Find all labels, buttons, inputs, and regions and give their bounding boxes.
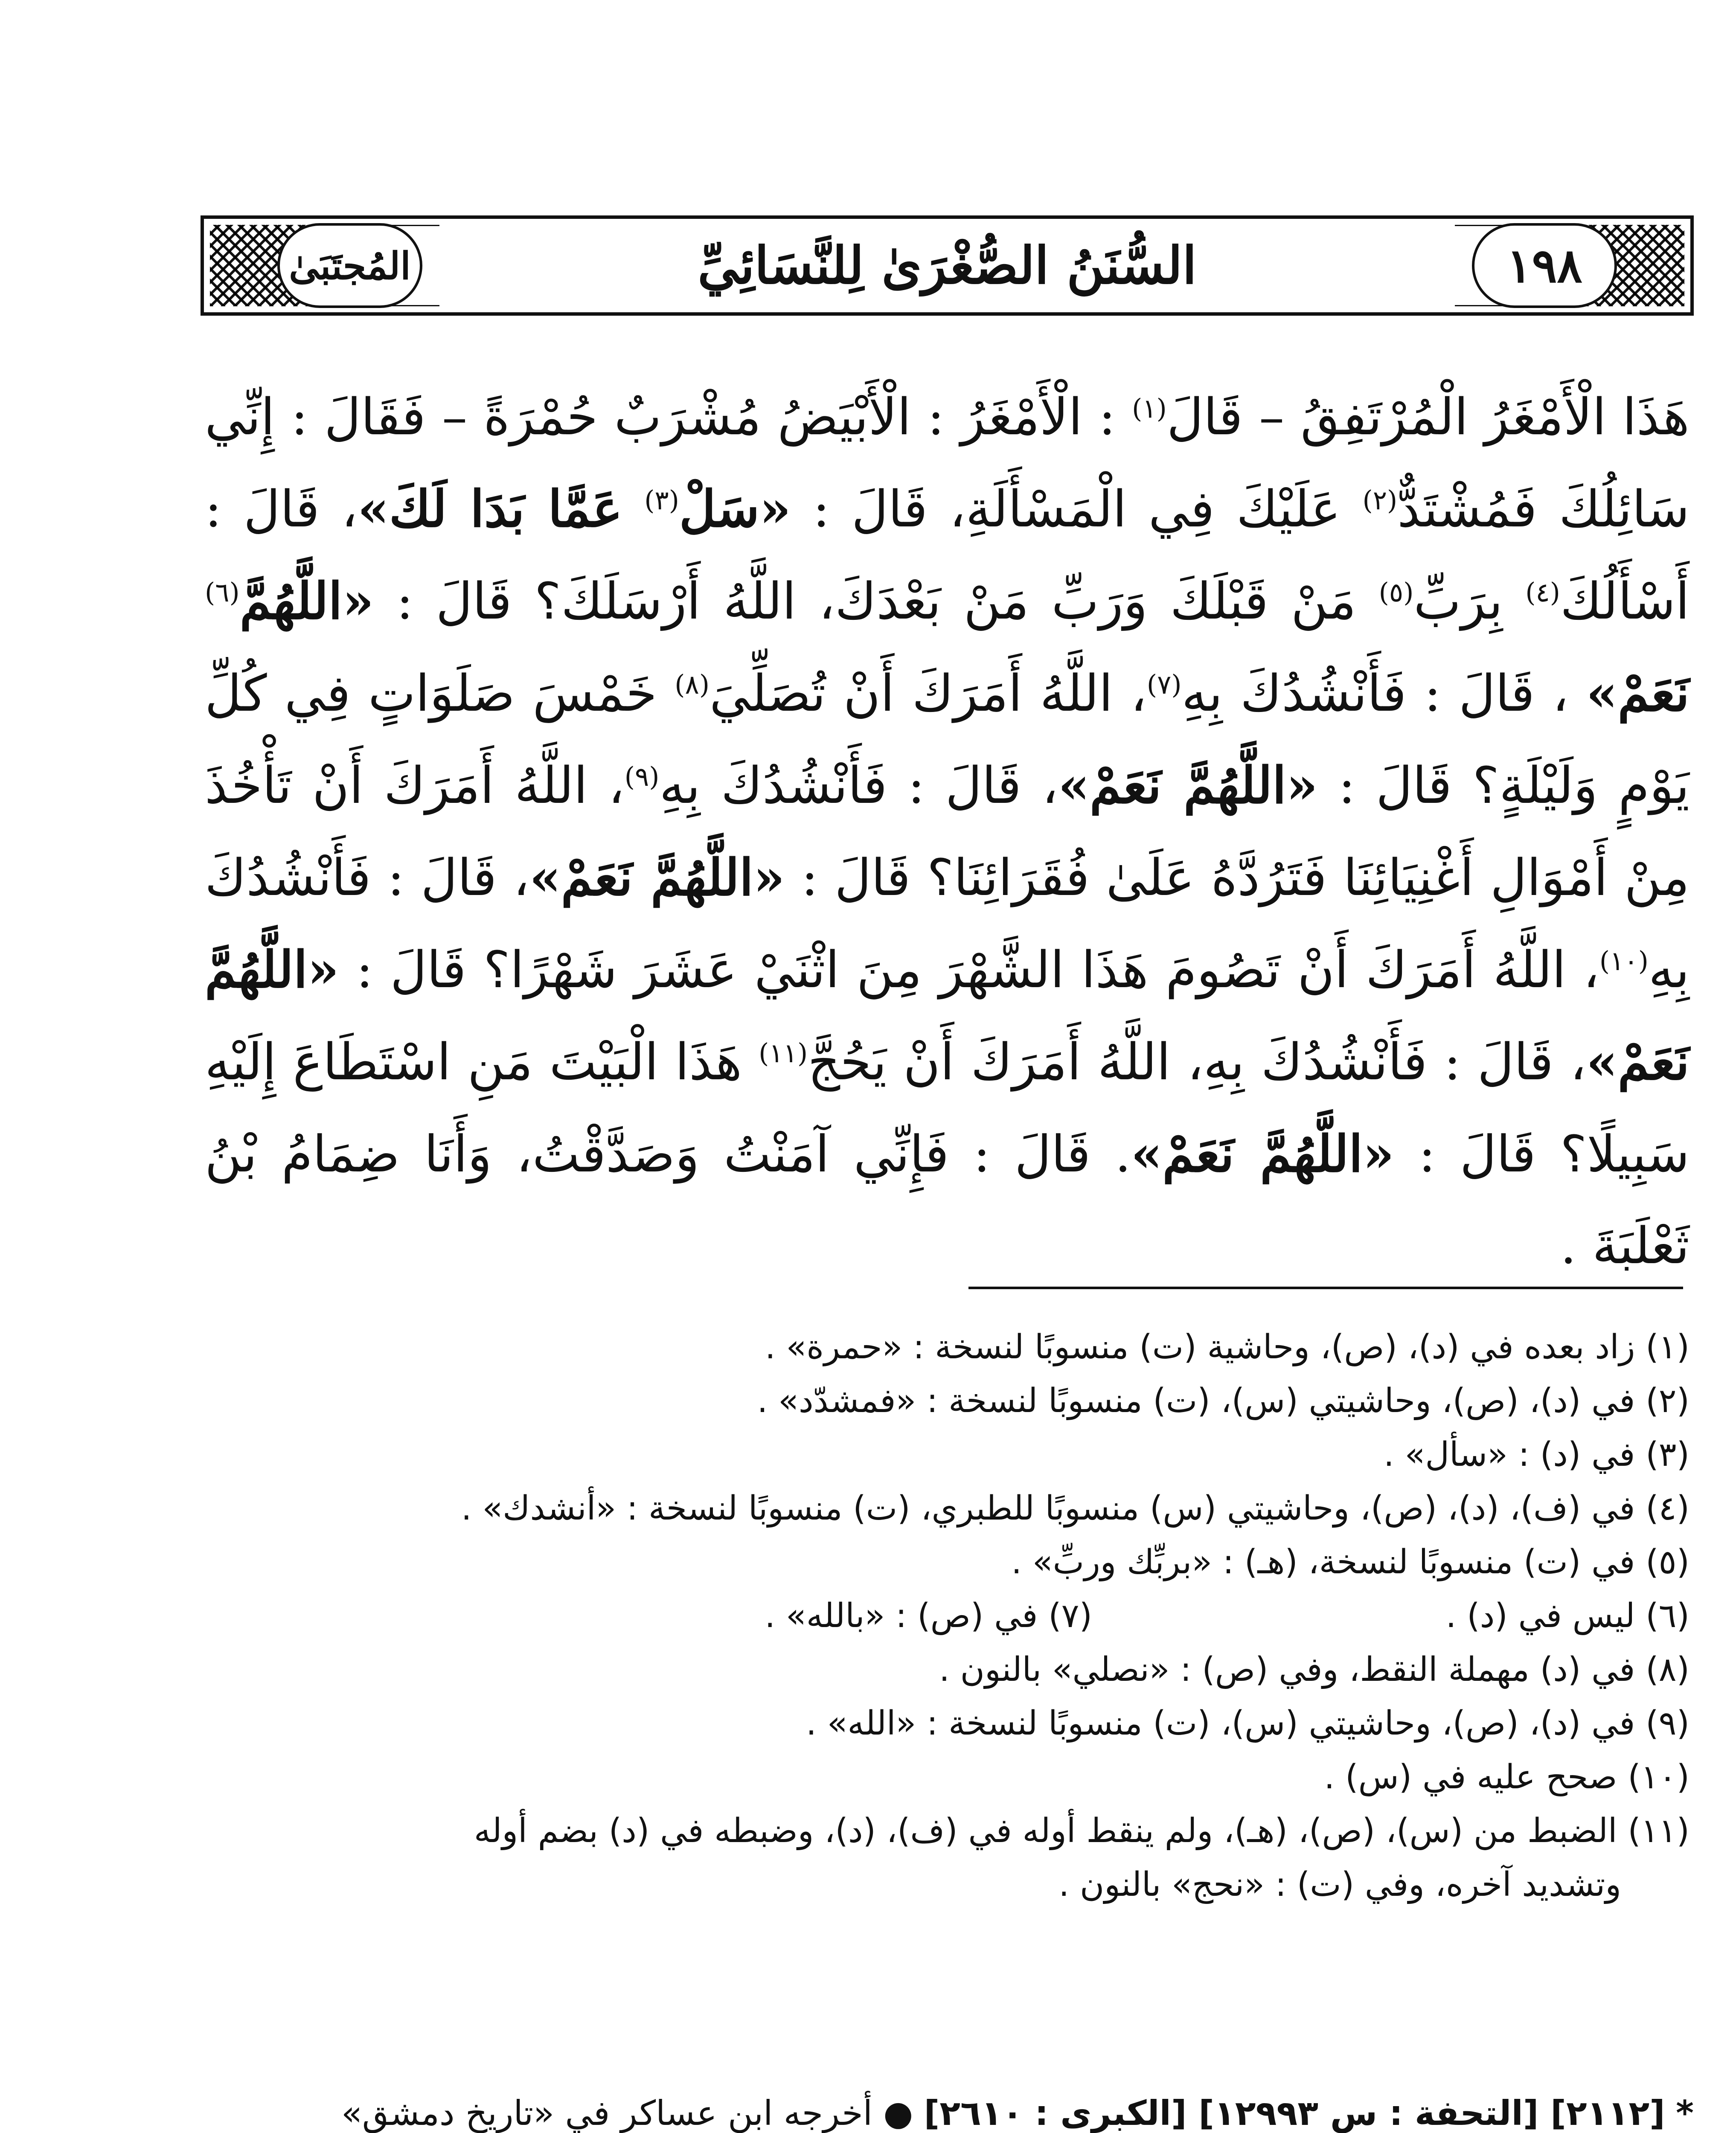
quote-text: «اللَّهُمَّ نَعَمْ»: [205, 940, 1690, 1091]
footnote-ref[interactable]: (٧): [1146, 669, 1182, 700]
footnote-4: (٤) في (ف)، (د)، (ص)، وحاشيتي (س) منسوبًا للطبري، (ت) منسوبًا لنسخة : «أنشدك» .: [461, 1489, 1689, 1528]
footnote-separator: [968, 1287, 1683, 1289]
text-segment: ، اللَّهُ أَمَرَكَ أَنْ تَأْخُذَ مِنْ أَمْوَالِ أَغْنِيَائِنَا فَتَرُدَّهُ عَلَىٰ فُقَرَائِنَا؟ قَالَ :: [205, 756, 1689, 907]
footnote-11: (١١) الضبط من (س)، (ص)، (هـ)، ولم ينقط أوله في (ف)، (د)، وضبطه في (د) بضم أوله: [474, 1812, 1689, 1850]
bullet-icon: ●: [883, 2093, 913, 2133]
text-segment: : الْأَمْغَرُ : الْأَبْيَضُ مُشْرَبٌ حُمْرَةً – فَقَالَ : إِنِّي سَائِلُكَ فَمُشْتَدٌّ: [205, 387, 1690, 538]
page-title: السُّنَنُ الصُّغْرَىٰ لِلنَّسَائِيِّ: [439, 223, 1455, 308]
footnote-7: (٧) في (ص) : «بالله» .: [765, 1597, 1092, 1635]
page-number: ١٩٨: [1472, 223, 1617, 308]
text-segment: خَمْسَ صَلَوَاتٍ فِي كُلِّ يَوْمٍ وَلَيْلَةٍ؟ قَالَ :: [205, 664, 1689, 815]
footnote-11-continued: وتشديد آخره، وفي (ت) : «نحج» بالنون .: [1058, 1866, 1621, 1904]
text-segment: ، قَالَ : فَأَنْشُدُكَ بِهِ، اللَّهُ أَمَرَكَ أَنْ يَحُجَّ: [808, 1032, 1586, 1091]
text-segment: ، اللَّهُ أَمَرَكَ أَنْ تُصَلِّيَ: [710, 664, 1147, 723]
text-segment: ، اللَّهُ أَمَرَكَ أَنْ تَصُومَ هَذَا الشَّهْرَ مِنَ اثْنَيْ عَشَرَ شَهْرًا؟ قَالَ :: [356, 940, 1599, 999]
footnote-ref[interactable]: (١١): [759, 1037, 808, 1069]
text-segment: ، قَالَ : أَسْأَلُكَ: [205, 479, 1689, 631]
text-segment: . قَالَ : فَإِنِّي آمَنْتُ وَصَدَّقْتُ، وَأَنَا ضِمَامُ بْنُ ثَعْلَبَةَ .: [205, 1125, 1689, 1275]
footnote-ref[interactable]: (٩): [624, 761, 660, 792]
footnote-ref[interactable]: (٥): [1378, 577, 1414, 608]
text-segment: ، قَالَ : فَأَنْشُدُكَ بِهِ: [1181, 664, 1569, 723]
footnote-5: (٥) في (ت) منسوبًا لنسخة، (هـ) : «بربِّك وربِّ» .: [1011, 1543, 1689, 1581]
footnote-6: (٦) ليس في (د) .: [1445, 1597, 1689, 1635]
text-segment: عَلَيْكَ فِي الْمَسْأَلَةِ، قَالَ :: [813, 479, 1341, 538]
quote-text: «سَلْ: [679, 479, 791, 538]
takhrij-section: [205, 2086, 1694, 2133]
footnote-ref[interactable]: (٣): [644, 485, 679, 516]
text-segment: ، قَالَ : فَأَنْشُدُكَ بِهِ: [659, 756, 1058, 815]
footnote-1: (١) زاد بعده في (د)، (ص)، وحاشية (ت) منسوبًا لنسخة : «حمرة» .: [765, 1328, 1689, 1366]
quote-text: نَعَمْ»: [1586, 663, 1689, 723]
main-text: [205, 371, 1689, 1292]
footnote-pair: [239, 1589, 1689, 1643]
quote-text: عَمَّا بَدَا لَكَ»: [358, 479, 623, 538]
text-segment: ، قَالَ : فَأَنْشُدُكَ بِهِ: [205, 848, 1689, 999]
footnote-8: (٨) في (د) مهملة النقط، وفي (ص) : «نصلي» بالنون .: [939, 1651, 1689, 1689]
footnote-ref[interactable]: (١٠): [1599, 945, 1649, 976]
footnote-ref[interactable]: (١): [1132, 393, 1167, 424]
book-label: المُجتَبَىٰ: [277, 223, 422, 308]
footnote-ref[interactable]: (٤): [1525, 577, 1560, 608]
quote-text: «اللَّهُمَّ: [239, 571, 374, 631]
quote-text: «اللَّهُمَّ نَعَمْ»: [1058, 756, 1318, 815]
footnote-3: (٣) في (د) : «سأل» .: [1384, 1436, 1689, 1474]
footnote-9: (٩) في (د)، (ص)، وحاشيتي (س)، (ت) منسوبًا لنسخة : «الله» .: [806, 1704, 1689, 1743]
footnotes: [239, 1320, 1689, 1912]
text-segment: مَنْ قَبْلَكَ وَرَبِّ مَنْ بَعْدَكَ، اللَّهُ أَرْسَلَكَ؟ قَالَ :: [396, 572, 1356, 631]
star-marker: *: [1676, 2093, 1694, 2133]
page-header: [201, 215, 1694, 316]
text-segment: هَذَا الْأَمْغَرُ الْمُرْتَفِقُ – قَالَ: [1166, 387, 1689, 446]
footnote-ref[interactable]: (٨): [675, 669, 710, 700]
quote-text: «اللَّهُمَّ نَعَمْ»: [529, 848, 785, 907]
takhrij-text: أخرجه ابن عساكر في «تاريخ دمشق»: [341, 2093, 872, 2133]
footnote-10: (١٠) صحح عليه في (س) .: [1324, 1758, 1689, 1796]
text-segment: هَذَا الْبَيْتَ مَنِ اسْتَطَاعَ إِلَيْهِ سَبِيلًا؟ قَالَ :: [205, 1032, 1690, 1183]
footnote-ref[interactable]: (٦): [205, 577, 240, 608]
footnote-ref[interactable]: (٢): [1362, 485, 1398, 516]
quote-text: «اللَّهُمَّ نَعَمْ»: [1131, 1124, 1394, 1183]
hadith-reference: [٢١١٢] [التحفة : س ١٢٩٩٣] [الكبرى : ٢٦١٠]: [924, 2093, 1665, 2133]
text-segment: بِرَبِّ: [1413, 572, 1503, 631]
takhrij-line: [205, 2086, 1694, 2133]
footnote-2: (٢) في (د)، (ص)، وحاشيتي (س)، (ت) منسوبًا لنسخة : «فمشدّد» .: [757, 1382, 1689, 1420]
